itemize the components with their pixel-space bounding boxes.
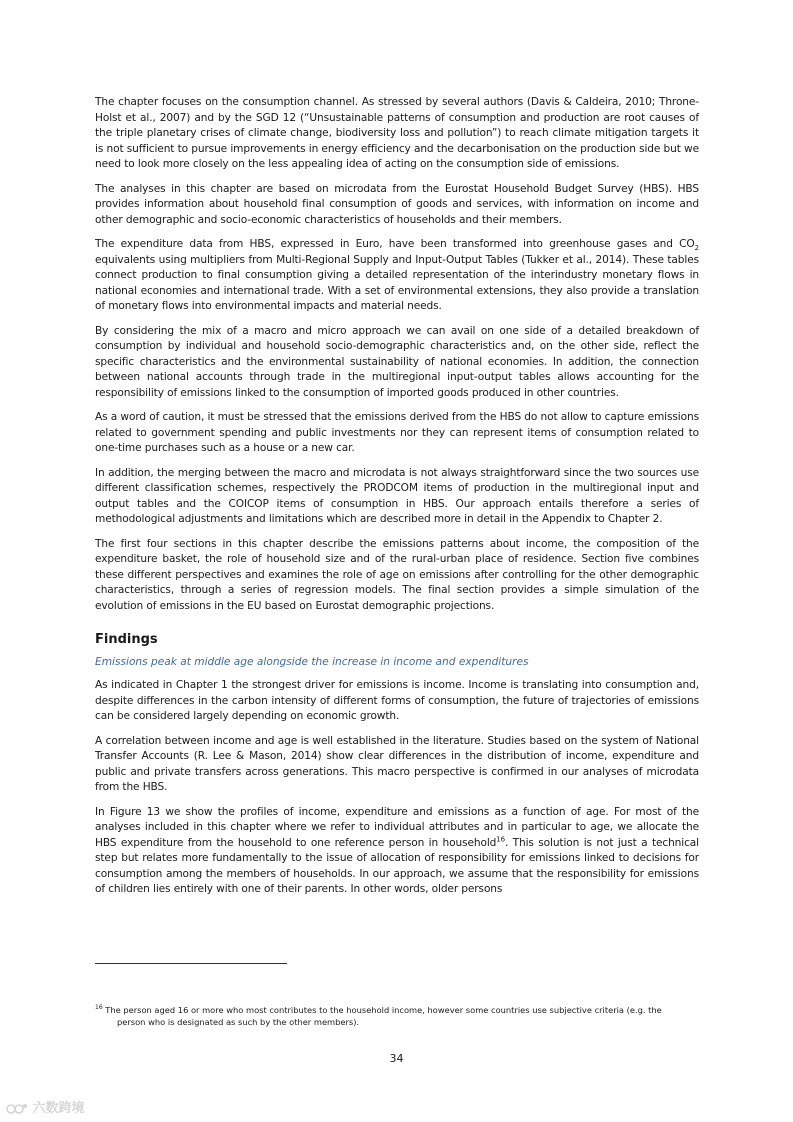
fig13-text-before: In Figure 13 we show the profiles of income, expenditure and emissions as a function of age. For most of the analyses included in this chapter where we refer to individual attributes and in particular to age, we allocate the HBS expenditure from the household to one reference person in household (95, 805, 699, 849)
paragraph-expenditure-co2 (95, 237, 699, 315)
watermark-text: 六数跨境 (32, 1101, 85, 1116)
footnote-text-1: The person aged 16 or more who most contributes to the household income, however some countries use subjective criteria (e.g. the (105, 1005, 662, 1015)
paragraph-consumption-channel: The chapter focuses on the consumption channel. As stressed by several authors (Davis & Caldeira, 2010; Throne-Holst et al., 2007) and by the SGD 12 (“Unsustainable patterns of consumption and production are root causes of the triple planetary crises of climate change, biodiversity loss and pollution”) to reach climate mitigation targets it is not sufficient to pursue improvements in energy efficiency and the decarbonisation on the production side but we need to look more closely on the less appealing idea of acting on the consumption side of emissions. (95, 96, 699, 170)
footnote-reference[interactable]: 16 (496, 834, 505, 843)
fig13-text-after: . This solution is not just a technical step but relates more fundamentally to the issue of allocation of responsibility for emissions linked to decisions for consumption among the members of households. In our approach, we assume that the responsibility for emissions of children lies entirely with one of their parents. In other words, older persons (95, 836, 699, 895)
footnote-number: 16 (95, 1004, 103, 1012)
footnote-divider (95, 963, 287, 964)
footnote-16 (95, 1004, 699, 1028)
footnote-line-1 (95, 1004, 699, 1016)
paragraph-income-driver: As indicated in Chapter 1 the strongest driver for emissions is income. Income is translating into consumption and, despite differences in the carbon intensity of different forms of consumption, the future of trajectories of emissions can be considered largely depending on economic growth. (95, 679, 699, 722)
co2-subscript: 2 (694, 244, 699, 253)
page-body (95, 95, 699, 907)
footnote-line-2: person who is designated as such by the other members). (117, 1017, 360, 1027)
co2-text-before: The expenditure data from HBS, expressed in Euro, have been transformed into greenhouse gases and CO (95, 238, 695, 250)
paragraph-caution: As a word of caution, it must be stressed that the emissions derived from the HBS do not allow to capture emissions related to government spending and public investments nor they can represent items of consumption related to one-time purchases such as a house or a new car. (95, 411, 699, 454)
paragraph-macro-micro: By considering the mix of a macro and micro approach we can avail on one side of a detailed breakdown of consumption by individual and household socio-demographic characteristics and, on the other side, reflect the specific characteristics and the environmental sustainability of national economies. In addition, the connection between national accounts through trade in the multiregional input-output tables allows accounting for the responsibility of emissions linked to the consumption of imported goods produced in other countries. (95, 324, 699, 399)
watermark-logo-icon (6, 1102, 28, 1115)
paragraph-figure-13 (95, 805, 699, 898)
paragraph-hbs-microdata: The analyses in this chapter are based on microdata from the Eurostat Household Budget Survey (HBS). HBS provides information about household final consumption of goods and services, with information on income and other demographic and socio-economic characteristics of households and their members. (95, 182, 699, 226)
watermark (6, 1097, 85, 1116)
page-number: 34 (389, 1052, 404, 1065)
co2-text-after: equivalents using multipliers from Multi-Regional Supply and Input-Output Tables (Tukker et al., 2014). These tables connect production to final consumption giving a detailed representation of the interindustry monetary flows in national economies and international trade. With a set of environmental extensions, they also provide a translation of monetary flows into environmental impacts and material needs. (95, 253, 699, 312)
paragraph-merging: In addition, the merging between the macro and microdata is not always straightforward since the two sources use different classification schemes, respectively the PRODCOM items of production in the multiregional input and output tables and the COICOP items of consumption in HBS. Our approach entails therefore a series of methodological adjustments and limitations which are described more in detail in the Appendix to Chapter 2. (95, 466, 699, 525)
paragraph-income-age: A correlation between income and age is well established in the literature. Studies based on the system of National Transfer Accounts (R. Lee & Mason, 2014) show clear differences in the distribution of income, expenditure and public and private transfers across generations. This macro perspective is confirmed in our analyses of microdata from the HBS. (95, 734, 699, 793)
section-heading-findings: Findings (95, 632, 158, 647)
paragraph-sections-overview: The first four sections in this chapter describe the emissions patterns about income, the composition of the expenditure basket, the role of household size and of the rural-urban place of residence. Section five combines these different perspectives and examines the role of age on emissions after controlling for the other demographic characteristics, through a series of regression models. The final section provides a simple simulation of the evolution of emissions in the EU based on Eurostat demographic projections. (95, 537, 699, 612)
subheading-emissions-peak: Emissions peak at middle age alongside the increase in income and expenditures (95, 656, 529, 668)
